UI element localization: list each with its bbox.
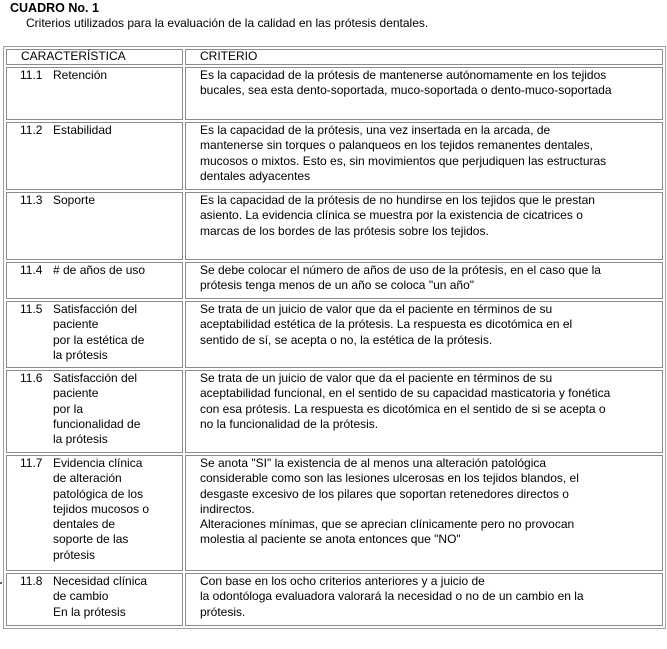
criterion-line: Se trata de un juicio de valor que da el paciente en términos de su (200, 302, 553, 316)
criterion-line: Alteraciones mínimas, que se aprecian clínicamente pero no provocan (200, 517, 575, 532)
row-number: 11.5 (20, 302, 43, 316)
criterion-line: molestia al paciente se anota entonces que "NO" (200, 532, 461, 547)
table-row (6, 67, 663, 120)
criterion-line: Es la capacidad de la prótesis de mantenerse autónomamente en los tejidos (200, 68, 607, 82)
row-number: 11.6 (20, 371, 43, 385)
row-number: 11.1 (20, 68, 43, 82)
row-number: 11.8 (20, 574, 43, 588)
criterion-line: Se anota "SI" la existencia de al menos una alteración patológica (200, 456, 547, 470)
characteristic-name-line: En la prótesis (53, 604, 126, 619)
criterion-line: Es la capacidad de la prótesis de no hundirse en los tejidos que le prestan (200, 193, 595, 207)
characteristic-name-line: tejidos mucosos o (53, 501, 150, 516)
characteristic-name-line: soporte de las (53, 532, 129, 547)
characteristic-content (7, 193, 182, 208)
criterion-line: indirectos. (200, 501, 255, 516)
criteria-table-body (6, 49, 663, 626)
criterion-line: Es la capacidad de la prótesis, una vez insertada en la arcada, de (200, 123, 551, 137)
characteristic-content (7, 68, 182, 83)
criterion-line: marcas de los bordes de las prótesis sobre los tejidos. (200, 223, 489, 238)
characteristic-cell (6, 573, 183, 626)
characteristic-name-line: dentales de (53, 517, 116, 532)
criterion-line: la odontóloga evaluadora valorará la necesidad o no de un cambio en la (200, 589, 584, 604)
characteristic-cell (6, 262, 183, 299)
characteristic-content (7, 371, 182, 447)
row-number: 11.7 (20, 456, 43, 470)
characteristic-cell (6, 370, 183, 453)
characteristic-name-line: paciente (53, 317, 99, 332)
header-caracteristica: CARACTERÍSTICA (6, 49, 183, 65)
characteristic-name-line: de cambio (53, 589, 109, 604)
table-subtitle: Criterios utilizados para la evaluación de la calidad en las prótesis dentales. (26, 16, 429, 30)
criterion-cell (185, 67, 663, 120)
row-number: 11.3 (20, 193, 43, 207)
table-row (6, 122, 663, 190)
criterion-cell (185, 573, 663, 626)
table-row (6, 301, 663, 368)
table-row (6, 370, 663, 453)
characteristic-content (7, 302, 182, 363)
characteristic-name (53, 68, 182, 83)
characteristic-name (53, 574, 182, 620)
table-header-row (6, 49, 663, 65)
table-row (6, 455, 663, 571)
characteristic-name-line: # de años de uso (53, 263, 146, 277)
criterion-line: asiento. La evidencia clínica se muestra por la existencia de cicatrices o (200, 208, 583, 223)
characteristic-name-line: paciente (53, 386, 99, 401)
criterion-line: no la funcionalidad de la prótesis. (200, 416, 379, 431)
margin-mark (0, 582, 2, 584)
characteristic-content (7, 456, 182, 563)
criterion-cell (185, 370, 663, 453)
characteristic-name (53, 302, 182, 363)
table-row (6, 573, 663, 626)
characteristic-name-line: la prótesis (53, 347, 108, 362)
criterion-line: aceptabilidad estética de la prótesis. La respuesta es dicotómica en el (200, 317, 573, 332)
characteristic-name-line: patológica de los (53, 486, 144, 501)
table-title: CUADRO No. 1 (10, 1, 99, 15)
criteria-table (3, 46, 666, 629)
characteristic-name-line: funcionalidad de (53, 416, 141, 431)
criterion-line: aceptabilidad funcional, en el sentido de su capacidad masticatoria y fonética (200, 386, 611, 401)
criterion-cell (185, 122, 663, 190)
characteristic-name-line: Satisfacción del (53, 302, 138, 316)
characteristic-name-line: prótesis (53, 547, 96, 562)
criterion-line: prótesis. (200, 604, 246, 619)
row-number: 11.4 (20, 263, 43, 277)
criterion-line: dentales adyacentes (200, 168, 311, 183)
characteristic-cell (6, 455, 183, 571)
characteristic-name-line: por la estética de (53, 332, 145, 347)
characteristic-cell (6, 301, 183, 368)
characteristic-content (7, 574, 182, 620)
criterion-line: Con base en los ocho criterios anteriores y a juicio de (200, 574, 485, 588)
criterion-cell (185, 192, 663, 260)
criterion-line: considerable como son las lesiones ulcerosas en los tejidos blandos, el (200, 471, 579, 486)
criterion-line: bucales, sea esta dento-soportada, muco-soportada o dento-muco-soportada (200, 83, 612, 98)
characteristic-name-line: Evidencia clínica (53, 456, 143, 470)
row-number: 11.2 (20, 123, 43, 137)
characteristic-content (7, 263, 182, 278)
characteristic-name-line: Satisfacción del (53, 371, 138, 385)
characteristic-name-line: por la (53, 401, 84, 416)
criterion-line: Se trata de un juicio de valor que da el paciente en términos de su (200, 371, 553, 385)
characteristic-name (53, 263, 182, 278)
header-criterio: CRITERIO (185, 49, 663, 65)
characteristic-name (53, 123, 182, 138)
characteristic-content (7, 123, 182, 138)
criterion-cell (185, 455, 663, 571)
criterion-line: Se debe colocar el número de años de uso de la prótesis, en el caso que la (200, 263, 601, 277)
criterion-line: prótesis tenga menos de un año se coloca "un año" (200, 278, 475, 293)
characteristic-name-line: la prótesis (53, 432, 108, 447)
criterion-cell (185, 301, 663, 368)
table-row (6, 262, 663, 299)
criterion-line: con esa prótesis. La respuesta es dicotómica en el sentido de si se acepta o (200, 401, 606, 416)
characteristic-cell (6, 122, 183, 190)
characteristic-name (53, 371, 182, 447)
criterion-line: mantenerse sin torques o palanqueos en los tejidos remanentes dentales, (200, 138, 593, 153)
characteristic-name-line: Estabilidad (53, 123, 112, 137)
characteristic-name-line: Necesidad clínica (53, 574, 148, 588)
characteristic-name (53, 456, 182, 563)
criterion-line: desgaste excesivo de los pilares que soportan retenedores directos o (200, 486, 569, 501)
characteristic-name-line: Retención (53, 68, 108, 82)
criterion-line: mucosos o mixtos. Esto es, sin movimientos que perjudiquen las estructuras (200, 153, 607, 168)
characteristic-cell (6, 67, 183, 120)
criterion-line: sentido de sí, se acepta o no, la estética de la prótesis. (200, 332, 493, 347)
characteristic-name-line: de alteración (53, 471, 122, 486)
characteristic-name (53, 193, 182, 208)
characteristic-name-line: Soporte (53, 193, 96, 207)
criterion-cell (185, 262, 663, 299)
characteristic-cell (6, 192, 183, 260)
table-row (6, 192, 663, 260)
